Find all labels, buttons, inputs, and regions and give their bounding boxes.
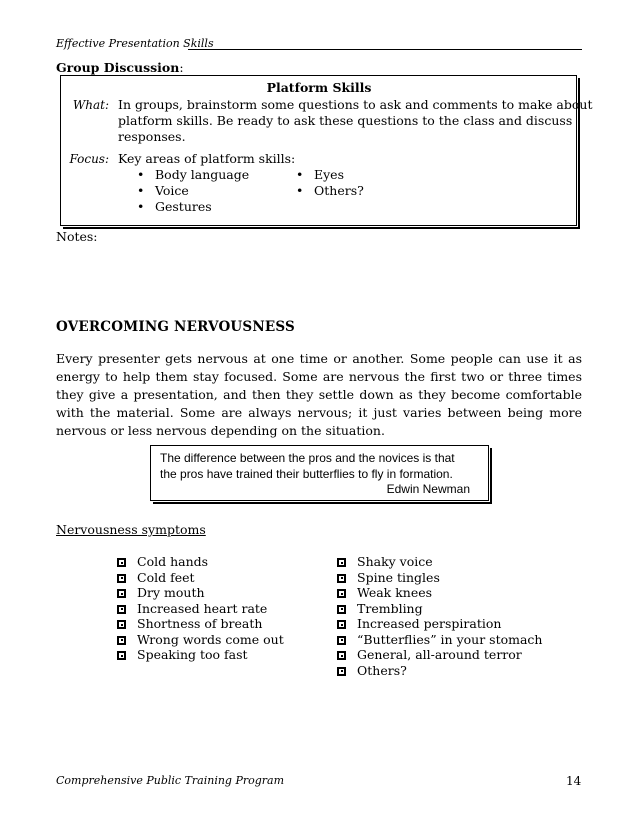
body-paragraph: Every presenter gets nervous at one time or another. Some people can use it as energy to help them stay focused. Some are nervous the first two or three times they give a presentation, and then they settle down as they become comfortable with the material. Some are always nervous; it just varies between being more nervous or less nervous depending on the situation. [56,351,582,438]
list-item: Shortness of breath [117,616,284,632]
list-item: Trembling [337,601,543,617]
square-bullet-icon [117,651,126,660]
focus-label: Focus: [69,152,109,166]
square-bullet-icon [337,589,346,598]
list-item: Increased heart rate [117,601,284,617]
group-discussion-colon: : [179,60,184,75]
quote-author: Edwin Newman [386,482,470,496]
square-bullet-icon [117,558,126,567]
square-bullet-icon [337,620,346,629]
list-item: • Others? [296,183,364,198]
bullet-icon: • [296,167,304,182]
list-item: Increased perspiration [337,616,543,632]
discussion-box-title: Platform Skills [266,80,372,95]
running-footer: Comprehensive Public Training Program [56,774,285,787]
platform-bullets-left [137,167,249,215]
bullet-icon: • [137,199,145,214]
square-bullet-icon [337,636,346,645]
square-bullet-icon [117,636,126,645]
square-bullet-icon [117,605,126,614]
list-item: Dry mouth [117,585,284,601]
square-bullet-icon [337,667,346,676]
list-item: • Eyes [296,167,344,182]
quote-text [160,450,480,482]
list-item: Weak knees [337,585,543,601]
square-bullet-icon [337,558,346,567]
what-text [118,97,592,145]
bullet-icon: • [137,167,145,182]
list-item: General, all-around terror [337,647,543,663]
list-item: Shaky voice [337,554,543,570]
platform-bullets-right [296,167,364,199]
header-rule [188,49,582,50]
list-item: Cold hands [117,554,284,570]
list-item: • Gestures [137,199,212,214]
list-item: Speaking too fast [117,647,284,663]
symptoms-list-left [117,554,284,663]
running-header: Effective Presentation Skills [56,37,214,50]
notes-label: Notes: [56,229,98,244]
list-item: Spine tingles [337,570,543,586]
square-bullet-icon [117,574,126,583]
symptoms-list-right [337,554,543,678]
square-bullet-icon [337,605,346,614]
what-line: responses. [118,129,186,144]
bullet-icon: • [137,183,145,198]
symptoms-title: Nervousness symptoms [56,522,206,537]
bullet-icon: • [296,183,304,198]
group-discussion-label: Group Discussion [56,60,180,75]
list-item: • Voice [137,183,189,198]
square-bullet-icon [117,589,126,598]
square-bullet-icon [337,651,346,660]
group-discussion-heading [56,60,184,75]
quote-line: The difference between the pros and the novices is that [160,451,455,465]
what-label: What: [72,98,109,112]
what-line: platform skills. Be ready to ask these questions to the class and discuss [118,113,573,128]
list-item: “Butterflies” in your stomach [337,632,543,648]
focus-text: Key areas of platform skills: [118,151,296,166]
list-item: • Body language [137,167,250,182]
section-title: OVERCOMING NERVOUSNESS [56,319,295,335]
list-item: Cold feet [117,570,284,586]
list-item: Wrong words come out [117,632,284,648]
square-bullet-icon [337,574,346,583]
square-bullet-icon [117,620,126,629]
quote-line: the pros have trained their butterflies to fly in formation. [160,467,453,481]
what-line: In groups, brainstorm some questions to ask and comments to make about [118,97,593,112]
page-number: 14 [566,774,582,788]
list-item: Others? [337,663,543,679]
